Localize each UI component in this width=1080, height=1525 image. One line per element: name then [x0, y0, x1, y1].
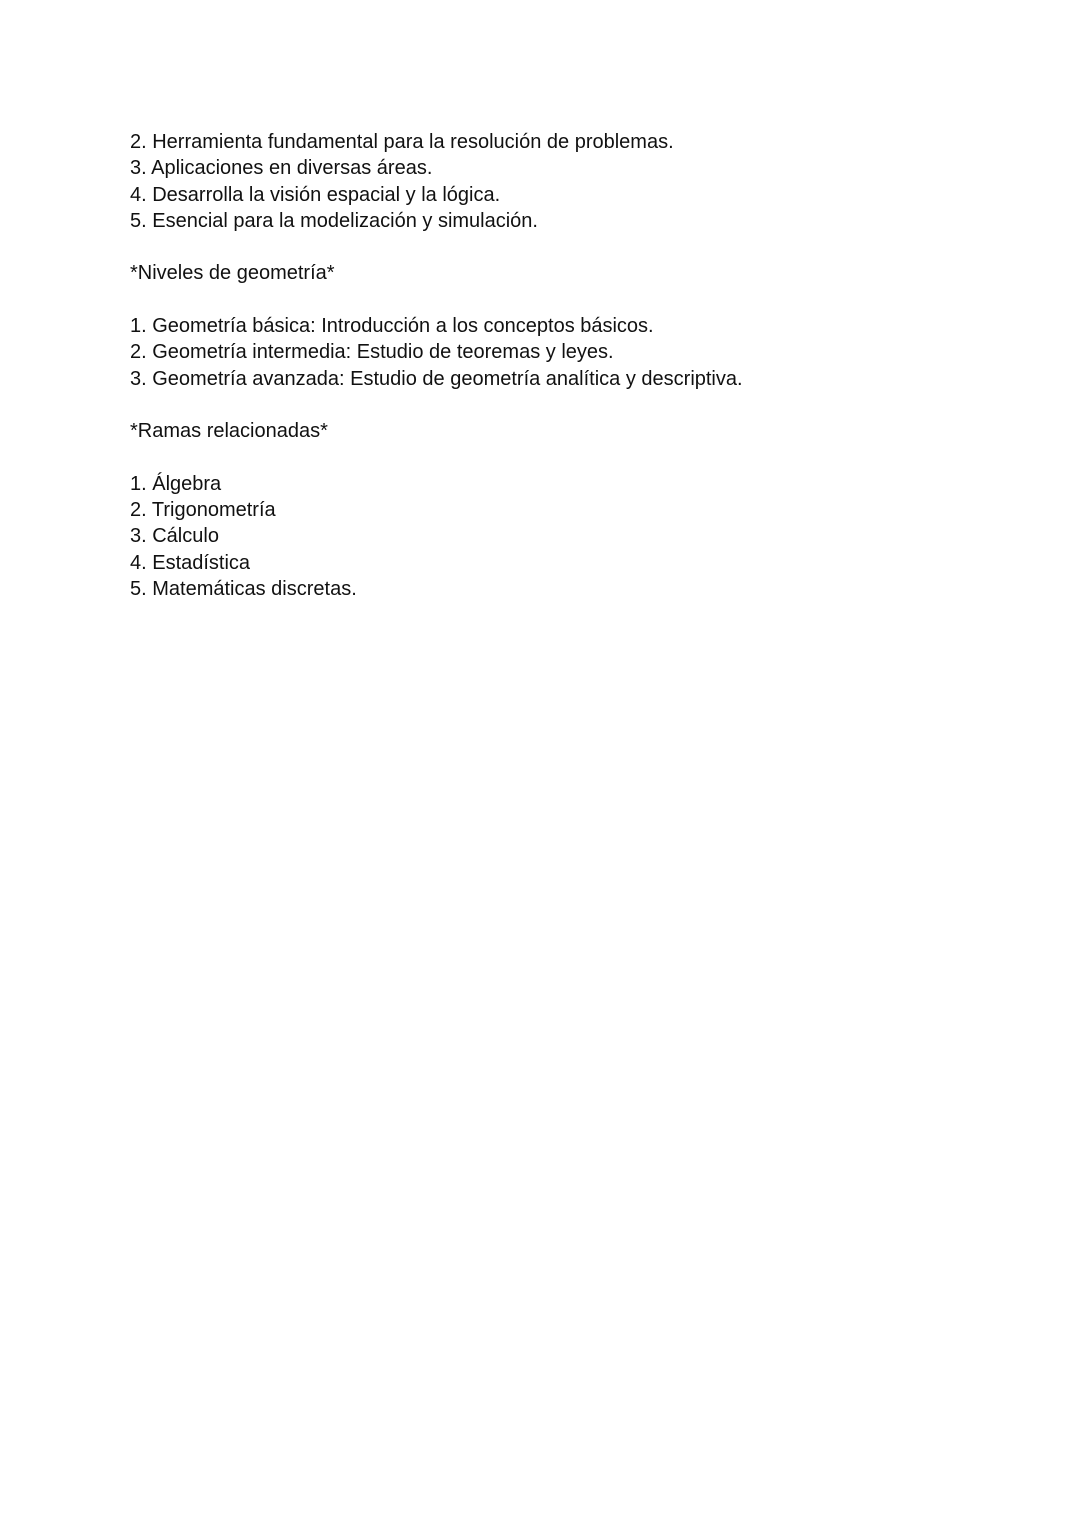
list-item: 4. Estadística	[130, 551, 251, 574]
paragraph-gap	[130, 392, 1010, 418]
list-item: 1. Geometría básica: Introducción a los conceptos básicos.	[130, 315, 654, 338]
section-heading-branches: *Ramas relacionadas*	[130, 420, 328, 443]
list-item: 4. Desarrolla la visión espacial y la lógica.	[130, 183, 501, 206]
document-page	[130, 129, 1010, 602]
list-item: 3. Aplicaciones en diversas áreas.	[130, 157, 433, 180]
importance-list	[130, 129, 1010, 234]
list-item: 2. Trigonometría	[130, 499, 276, 522]
list-item: 2. Herramienta fundamental para la resolución de problemas.	[130, 131, 674, 153]
list-item: 5. Matemáticas discretas.	[130, 578, 357, 601]
list-item: 3. Geometría avanzada: Estudio de geometría analítica y descriptiva.	[130, 367, 743, 390]
branches-list	[130, 471, 1010, 602]
list-item: 5. Esencial para la modelización y simulación.	[130, 209, 538, 232]
section-heading-levels: *Niveles de geometría*	[130, 262, 335, 285]
list-item: 2. Geometría intermedia: Estudio de teoremas y leyes.	[130, 341, 614, 364]
list-item: 1. Álgebra	[130, 472, 222, 495]
paragraph-gap	[130, 234, 1010, 260]
list-item: 3. Cálculo	[130, 525, 219, 548]
levels-list	[130, 313, 1010, 392]
paragraph-gap	[130, 287, 1010, 313]
paragraph-gap	[130, 445, 1010, 471]
